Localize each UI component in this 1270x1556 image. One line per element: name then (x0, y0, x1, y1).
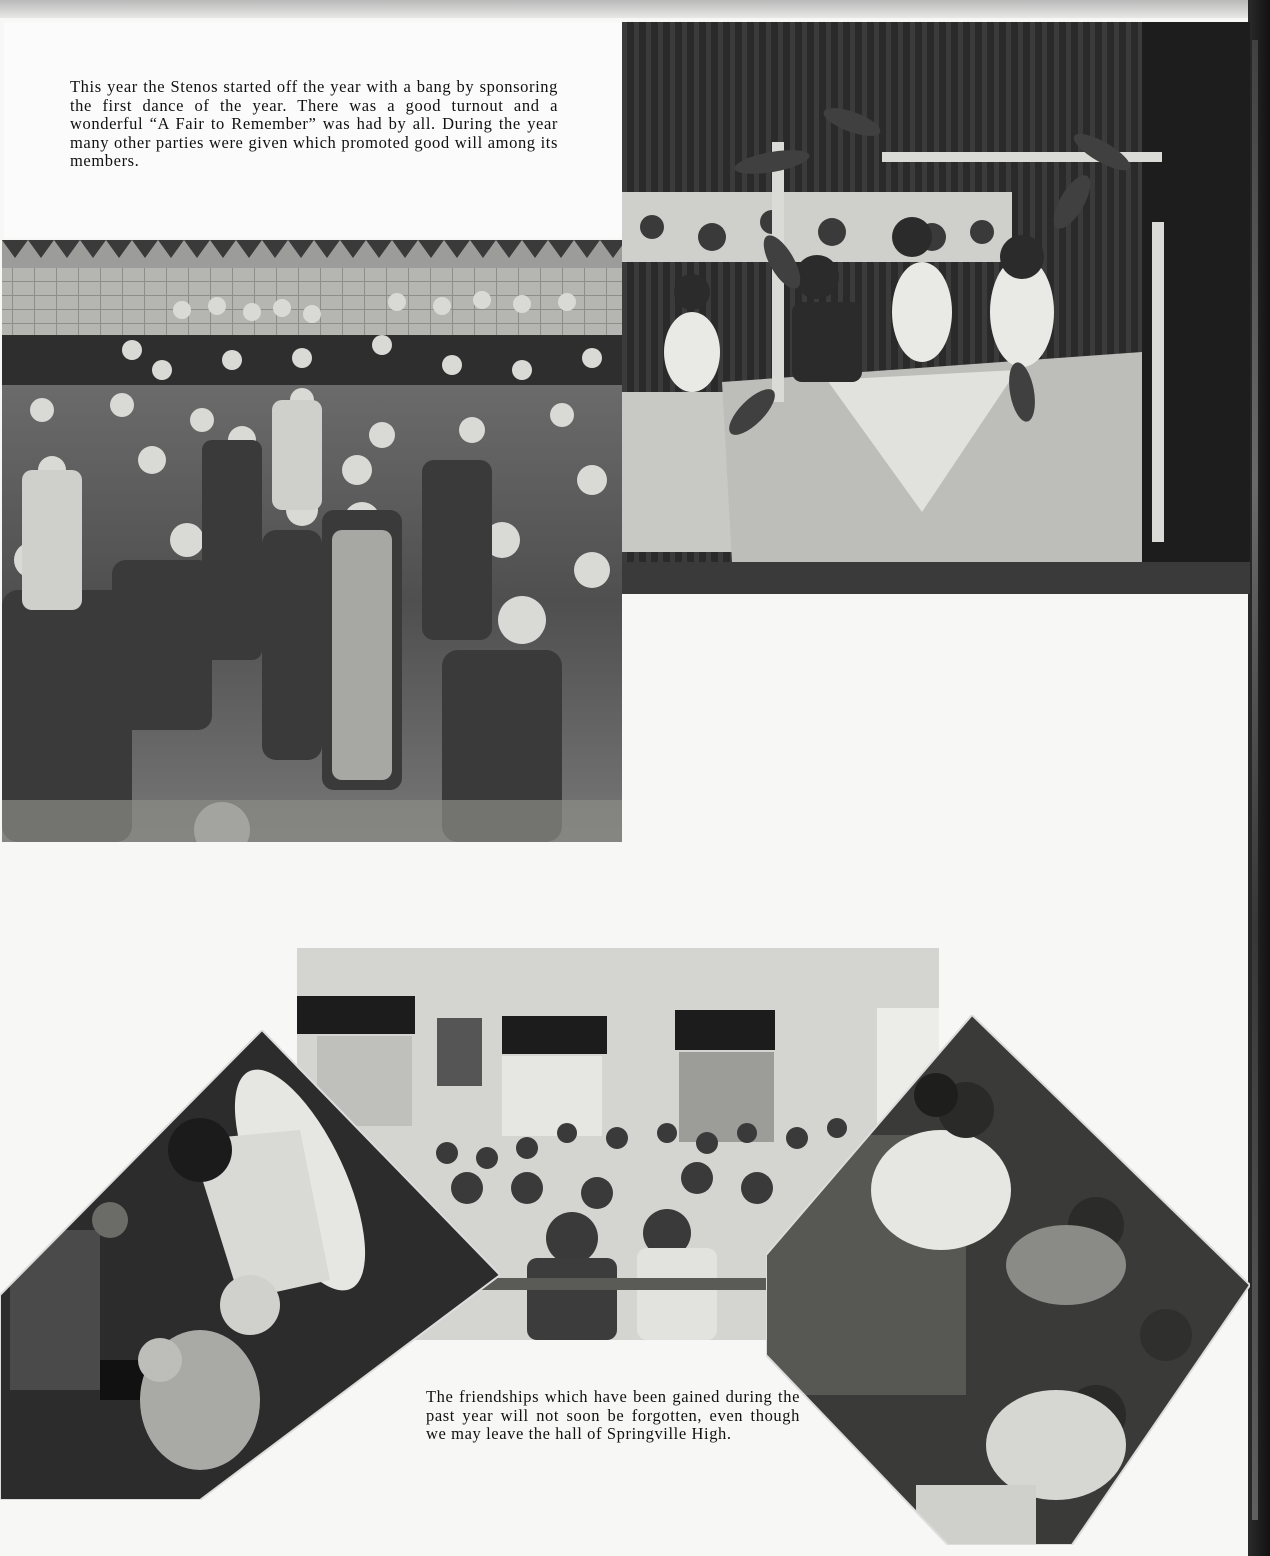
top-caption: This year the Stenos started off the year with a bang by sponsoring the first dance of the year. There was a good turnout and a wonderful “A Fair to Remember” was had by all. During the year many other parties were given which promoted good will among its members. (70, 77, 558, 170)
page-top-edge (0, 0, 1270, 18)
stage-photo (622, 22, 1250, 594)
party-photo (766, 1015, 1250, 1545)
bottom-caption: The friendships which have been gained during the past year will not soon be forgotten, even though we may leave the hall of Springville High. (426, 1387, 800, 1443)
top-caption-block (4, 22, 622, 238)
page-binding-edge (1248, 0, 1270, 1556)
costume-photo (0, 1030, 500, 1500)
dance-photo (2, 240, 622, 842)
